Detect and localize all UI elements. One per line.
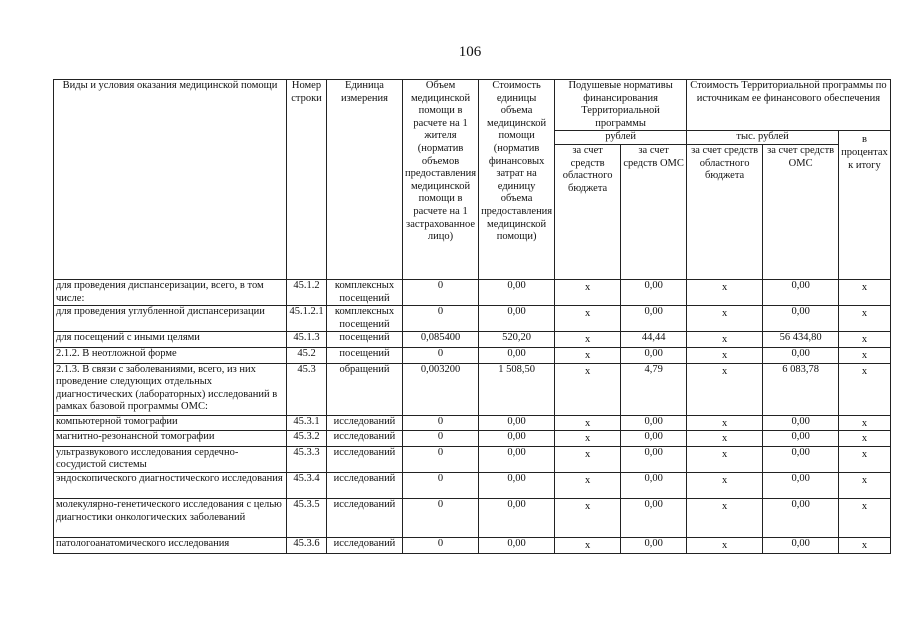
row-percent: х	[839, 498, 891, 537]
table-row	[54, 363, 891, 415]
row-tp-oms: 0,00	[763, 415, 839, 431]
row-unit: комплексных посещений	[327, 279, 403, 305]
row-unit-cost: 0,00	[479, 537, 555, 553]
row-unit: исследований	[327, 537, 403, 553]
row-volume: 0,085400	[403, 332, 479, 348]
row-pc-budget: х	[555, 332, 621, 348]
header-tp-budget: за счет средств областного бюджета	[687, 144, 763, 279]
row-code: 45.3.2	[287, 431, 327, 447]
medical-care-table	[53, 79, 891, 554]
header-unit-thousand-rubles: тыс. рублей	[687, 131, 839, 145]
table-row	[54, 415, 891, 431]
row-unit-cost: 1 508,50	[479, 363, 555, 415]
row-pc-oms: 0,00	[621, 415, 687, 431]
row-tp-oms: 0,00	[763, 472, 839, 498]
row-percent: х	[839, 431, 891, 447]
header-percent-of-total: в процентах к итогу	[839, 131, 891, 280]
row-tp-oms: 0,00	[763, 279, 839, 305]
header-per-capita-group: Подушевые нормативы финансирования Территориальной программы	[555, 80, 687, 131]
row-tp-budget: х	[687, 415, 763, 431]
row-pc-budget: х	[555, 431, 621, 447]
row-name: 2.1.3. В связи с заболеваниями, всего, из них проведение следующих отдельных диагностических (лабораторных) исследований в рамках базовой программы ОМС:	[54, 363, 287, 415]
row-volume: 0	[403, 446, 479, 472]
row-unit: исследований	[327, 446, 403, 472]
header-pc-budget: за счет средств областного бюджета	[555, 144, 621, 279]
row-tp-oms: 0,00	[763, 446, 839, 472]
row-pc-oms: 0,00	[621, 306, 687, 332]
page-number: 106	[458, 44, 482, 60]
row-percent: х	[839, 332, 891, 348]
row-unit-cost: 0,00	[479, 472, 555, 498]
header-unit: Единица измерения	[327, 80, 403, 280]
row-tp-oms: 0,00	[763, 431, 839, 447]
row-unit-cost: 0,00	[479, 306, 555, 332]
row-volume: 0	[403, 498, 479, 537]
row-unit-cost: 0,00	[479, 279, 555, 305]
row-code: 45.3.6	[287, 537, 327, 553]
row-percent: х	[839, 306, 891, 332]
row-code: 45.3.3	[287, 446, 327, 472]
header-tp-oms: за счет средств ОМС	[763, 144, 839, 279]
row-pc-oms: 0,00	[621, 279, 687, 305]
row-volume: 0,003200	[403, 363, 479, 415]
row-tp-budget: х	[687, 332, 763, 348]
table-row	[54, 431, 891, 447]
row-tp-oms: 0,00	[763, 306, 839, 332]
row-code: 45.3.4	[287, 472, 327, 498]
row-unit-cost: 0,00	[479, 498, 555, 537]
row-percent: х	[839, 472, 891, 498]
row-tp-budget: х	[687, 347, 763, 363]
row-pc-budget: х	[555, 347, 621, 363]
table-row	[54, 332, 891, 348]
row-percent: х	[839, 363, 891, 415]
row-tp-budget: х	[687, 472, 763, 498]
row-percent: х	[839, 415, 891, 431]
row-unit-cost: 0,00	[479, 347, 555, 363]
row-tp-budget: х	[687, 279, 763, 305]
table-row	[54, 446, 891, 472]
header-program-cost-group: Стоимость Территориальной программы по источникам ее финансового обеспечения	[687, 80, 891, 131]
row-tp-budget: х	[687, 306, 763, 332]
table-row	[54, 306, 891, 332]
row-pc-oms: 44,44	[621, 332, 687, 348]
row-tp-budget: х	[687, 431, 763, 447]
row-pc-budget: х	[555, 446, 621, 472]
header-kind: Виды и условия оказания медицинской помощи	[54, 80, 287, 280]
row-name: ультразвукового исследования сердечно-сосудистой системы	[54, 446, 287, 472]
row-code: 45.1.2	[287, 279, 327, 305]
row-pc-oms: 0,00	[621, 537, 687, 553]
row-volume: 0	[403, 279, 479, 305]
row-code: 45.2	[287, 347, 327, 363]
row-code: 45.1.2.1	[287, 306, 327, 332]
row-tp-budget: х	[687, 498, 763, 537]
row-name: компьютерной томографии	[54, 415, 287, 431]
row-pc-oms: 0,00	[621, 431, 687, 447]
row-unit: исследований	[327, 431, 403, 447]
header-row-number: Номер строки	[287, 80, 327, 280]
row-tp-oms: 6 083,78	[763, 363, 839, 415]
row-name: магнитно-резонансной томографии	[54, 431, 287, 447]
row-tp-oms: 56 434,80	[763, 332, 839, 348]
row-pc-budget: х	[555, 279, 621, 305]
table-row	[54, 279, 891, 305]
row-unit: комплексных посещений	[327, 306, 403, 332]
header-unit-cost: Стоимость единицы объема медицинской помощи (норматив финансовых затрат на единицу объема предоставления медицинской помощи)	[479, 80, 555, 280]
row-unit: обращений	[327, 363, 403, 415]
row-unit-cost: 0,00	[479, 446, 555, 472]
row-tp-budget: х	[687, 363, 763, 415]
row-volume: 0	[403, 347, 479, 363]
header-volume: Объем медицинской помощи в расчете на 1 жителя (норматив объемов предоставления медицинской помощи в расчете на 1 застрахованное лицо)	[403, 80, 479, 280]
row-name: патологоанатомического исследования	[54, 537, 287, 553]
row-unit-cost: 520,20	[479, 332, 555, 348]
row-pc-oms: 0,00	[621, 347, 687, 363]
row-pc-budget: х	[555, 415, 621, 431]
row-volume: 0	[403, 472, 479, 498]
row-name: молекулярно-генетического исследования с целью диагностики онкологических заболеваний	[54, 498, 287, 537]
table-row	[54, 347, 891, 363]
row-volume: 0	[403, 306, 479, 332]
row-tp-oms: 0,00	[763, 498, 839, 537]
row-pc-oms: 4,79	[621, 363, 687, 415]
row-name: для посещений с иными целями	[54, 332, 287, 348]
row-tp-oms: 0,00	[763, 537, 839, 553]
row-pc-budget: х	[555, 537, 621, 553]
row-code: 45.3	[287, 363, 327, 415]
row-code: 45.1.3	[287, 332, 327, 348]
row-percent: х	[839, 279, 891, 305]
row-unit: исследований	[327, 498, 403, 537]
row-code: 45.3.5	[287, 498, 327, 537]
row-volume: 0	[403, 537, 479, 553]
table-row	[54, 537, 891, 553]
row-name: эндоскопического диагностического исследования	[54, 472, 287, 498]
row-name: 2.1.2. В неотложной форме	[54, 347, 287, 363]
row-percent: х	[839, 537, 891, 553]
row-volume: 0	[403, 415, 479, 431]
row-pc-oms: 0,00	[621, 472, 687, 498]
row-unit: исследований	[327, 415, 403, 431]
row-tp-oms: 0,00	[763, 347, 839, 363]
row-volume: 0	[403, 431, 479, 447]
row-pc-budget: х	[555, 498, 621, 537]
row-unit: посещений	[327, 332, 403, 348]
row-pc-oms: 0,00	[621, 446, 687, 472]
row-unit-cost: 0,00	[479, 415, 555, 431]
row-tp-budget: х	[687, 446, 763, 472]
row-unit-cost: 0,00	[479, 431, 555, 447]
header-row-1	[54, 80, 891, 131]
header-pc-oms: за счет средств ОМС	[621, 144, 687, 279]
row-pc-budget: х	[555, 472, 621, 498]
row-name: для проведения углубленной диспансеризации	[54, 306, 287, 332]
row-tp-budget: х	[687, 537, 763, 553]
row-name: для проведения диспансеризации, всего, в том числе:	[54, 279, 287, 305]
row-percent: х	[839, 347, 891, 363]
row-unit: исследований	[327, 472, 403, 498]
row-pc-budget: х	[555, 363, 621, 415]
header-unit-rubles: рублей	[555, 131, 687, 145]
table-row	[54, 472, 891, 498]
row-pc-oms: 0,00	[621, 498, 687, 537]
table-row	[54, 498, 891, 537]
row-pc-budget: х	[555, 306, 621, 332]
row-percent: х	[839, 446, 891, 472]
row-code: 45.3.1	[287, 415, 327, 431]
row-unit: посещений	[327, 347, 403, 363]
